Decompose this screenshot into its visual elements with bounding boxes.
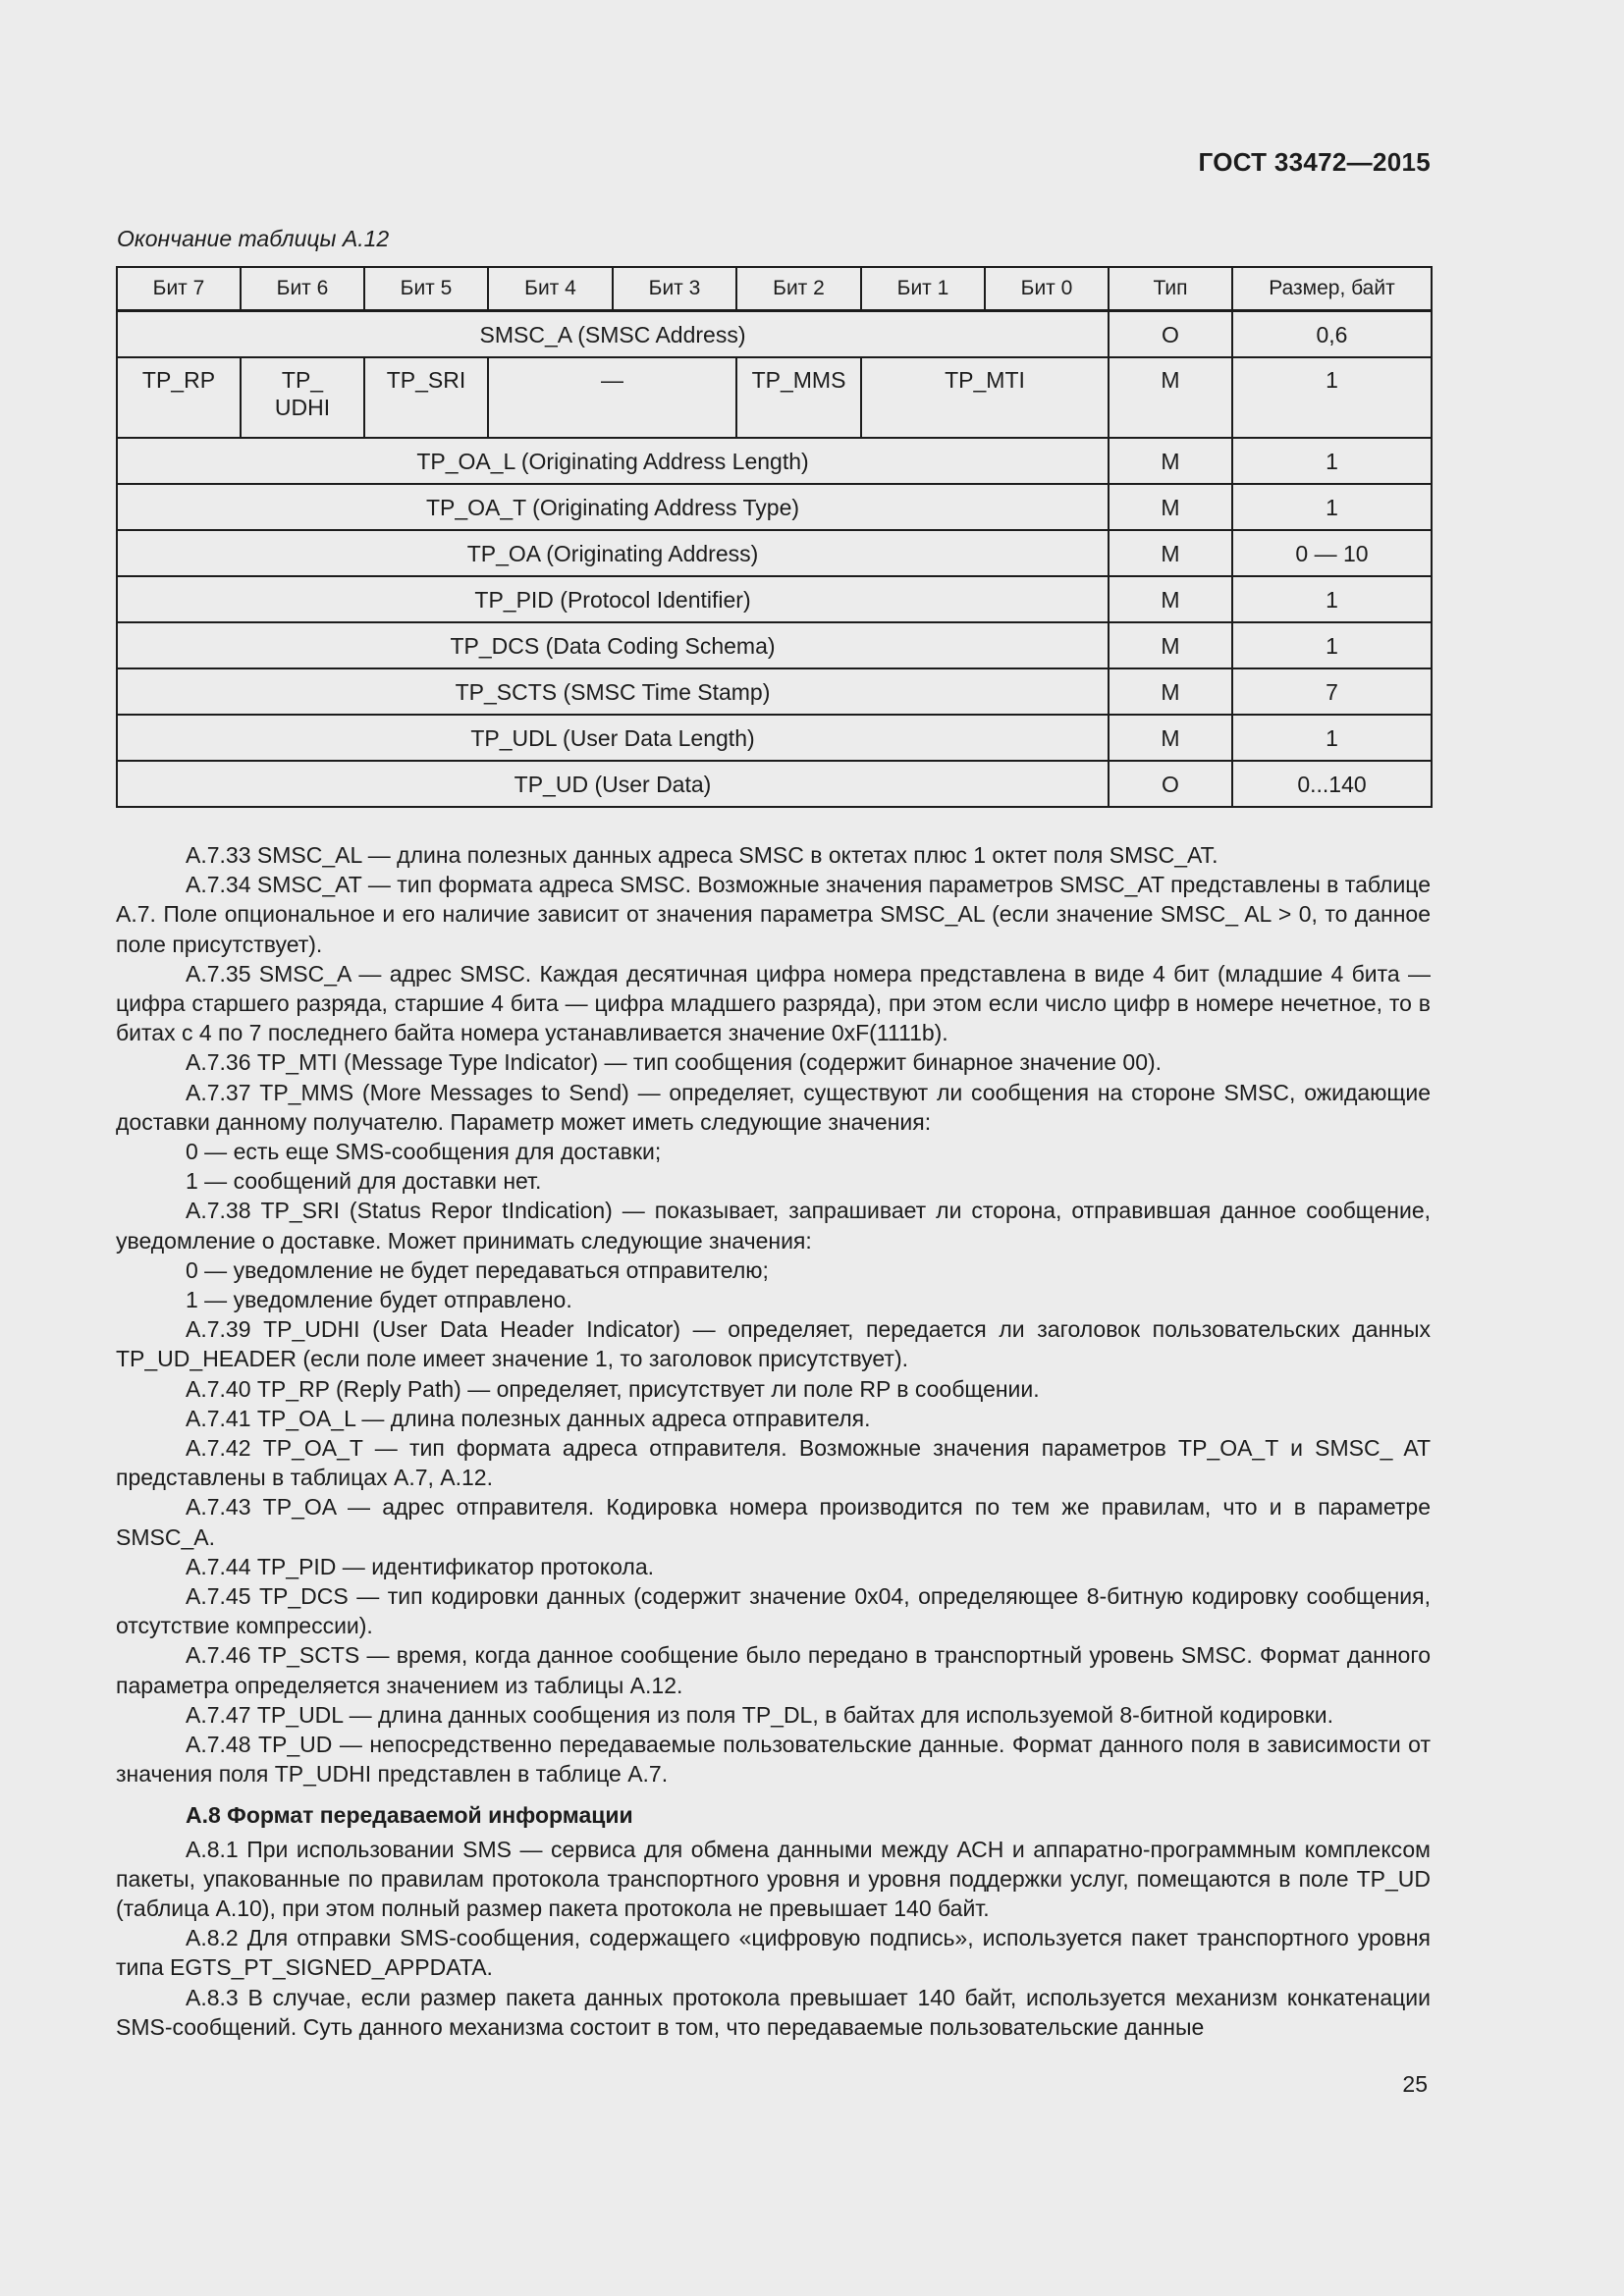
spec-table — [116, 266, 1433, 808]
table-row — [117, 576, 1432, 622]
type-cell: M — [1109, 357, 1232, 438]
bit-cell-reserved: — — [488, 357, 736, 438]
document-code: ГОСТ 33472—2015 — [1198, 147, 1431, 177]
size-cell: 1 — [1232, 484, 1432, 530]
size-cell: 1 — [1232, 357, 1432, 438]
type-cell: O — [1109, 311, 1232, 358]
type-cell: M — [1109, 622, 1232, 668]
list-item: 0 — есть еще SMS-сообщения для доставки; — [186, 1139, 662, 1165]
table-row — [117, 311, 1432, 358]
column-header: Бит 0 — [985, 267, 1109, 311]
type-cell: M — [1109, 438, 1232, 484]
paragraph: А.7.40 TP_RP (Reply Path) — определяет, присутствует ли поле RP в сообщении. — [186, 1375, 1040, 1402]
page-number: 25 — [1402, 2071, 1428, 2097]
size-cell: 7 — [1232, 668, 1432, 715]
size-cell: 1 — [1232, 622, 1432, 668]
column-header: Бит 2 — [736, 267, 861, 311]
field-cell: SMSC_A (SMSC Address) — [117, 311, 1109, 358]
bit-cell-tp-sri: TP_SRI — [364, 357, 488, 438]
section-heading: А.8 Формат передаваемой информации — [186, 1801, 633, 1828]
paragraph: А.7.45 TP_DCS — тип кодировки данных (содержит значение 0x04, определяющее 8-битную кодировку сообщения, отсутствие компрессии). — [116, 1583, 1431, 1639]
bit-cell-tp-rp: TP_RP — [117, 357, 241, 438]
column-header: Бит 5 — [364, 267, 488, 311]
paragraph: А.7.39 TP_UDHI (User Data Header Indicator) — определяет, передается ли заголовок пользовательских данных TP_UD_HEADER (если поле имеет значение 1, то заголовок присутствует). — [116, 1316, 1431, 1372]
table-row — [117, 761, 1432, 807]
size-cell: 0,6 — [1232, 311, 1432, 358]
size-cell: 1 — [1232, 576, 1432, 622]
bit-label-line: UDHI — [274, 395, 331, 420]
bit-cell-tp-udhi — [241, 357, 364, 438]
list-item: 1 — уведомление будет отправлено. — [186, 1287, 572, 1313]
paragraph: А.7.34 SMSC_AT — тип формата адреса SMSC. Возможные значения параметров SMSC_AT представлены в таблице А.7. Поле опциональное и его наличие зависит от значения параметра SMSC_AL (если значение SMSC_ AL > 0, то данное поле присутствует). — [116, 872, 1431, 957]
list-item: 1 — сообщений для доставки нет. — [186, 1168, 542, 1195]
column-header: Бит 1 — [861, 267, 985, 311]
size-cell: 0 — 10 — [1232, 530, 1432, 576]
table-row — [117, 530, 1432, 576]
type-cell: O — [1109, 761, 1232, 807]
table-row — [117, 668, 1432, 715]
table-row — [117, 357, 1432, 438]
column-header: Тип — [1109, 267, 1232, 311]
paragraph: А.8.3 В случае, если размер пакета данных протокола превышает 140 байт, используется механизм конкатенации SMS-сообщений. Суть данного механизма состоит в том, что передаваемые пользовательские данные — [116, 1984, 1431, 2040]
column-header: Бит 6 — [241, 267, 364, 311]
type-cell: M — [1109, 530, 1232, 576]
paragraph: А.7.33 SMSC_AL — длина полезных данных адреса SMSC в октетах плюс 1 октет поля SMSC_AT. — [186, 842, 1218, 868]
paragraph: А.7.47 TP_UDL — длина данных сообщения из поля TP_DL, в байтах для используемой 8-битной кодировки. — [186, 1701, 1334, 1728]
column-header: Бит 3 — [613, 267, 736, 311]
paragraph: А.7.35 SMSC_A — адрес SMSC. Каждая десятичная цифра номера представлена в виде 4 бит (младшие 4 бита — цифра старшего разряда, старшие 4 бита — цифра младшего разряда), при этом если число цифр в номере нечетное, то в битах с 4 по 7 последнего байта номера устанавливается значение 0xF(1111b). — [116, 960, 1431, 1046]
paragraph: А.7.46 TP_SCTS — время, когда данное сообщение было передано в транспортный уровень SMSC. Формат данного параметра определяется значением из таблицы А.12. — [116, 1642, 1431, 1698]
list-item: 0 — уведомление не будет передаваться отправителю; — [186, 1256, 769, 1283]
table-row — [117, 438, 1432, 484]
type-cell: M — [1109, 715, 1232, 761]
paragraph: А.7.38 TP_SRI (Status Repor tIndication) — показывает, запрашивает ли сторона, отправившая данное сообщение, уведомление о доставке. Может принимать следующие значения: — [116, 1198, 1431, 1254]
field-cell: TP_UD (User Data) — [117, 761, 1109, 807]
type-cell: M — [1109, 484, 1232, 530]
field-cell: TP_SCTS (SMSC Time Stamp) — [117, 668, 1109, 715]
paragraph: А.7.41 TP_OA_L — длина полезных данных адреса отправителя. — [186, 1405, 871, 1431]
type-cell: M — [1109, 576, 1232, 622]
bit-label-line: TP_ — [281, 367, 324, 393]
paragraph: А.7.36 TP_MTI (Message Type Indicator) — тип сообщения (содержит бинарное значение 00). — [186, 1049, 1163, 1076]
size-cell: 0...140 — [1232, 761, 1432, 807]
column-header: Размер, байт — [1232, 267, 1432, 311]
size-cell: 1 — [1232, 438, 1432, 484]
table-caption: Окончание таблицы А.12 — [117, 226, 390, 251]
paragraph: А.7.43 TP_OA — адрес отправителя. Кодировка номера производится по тем же правилам, что и в параметре SMSC_A. — [116, 1494, 1431, 1550]
field-cell: TP_OA_T (Originating Address Type) — [117, 484, 1109, 530]
column-header: Бит 4 — [488, 267, 613, 311]
field-cell: TP_UDL (User Data Length) — [117, 715, 1109, 761]
field-cell: TP_PID (Protocol Identifier) — [117, 576, 1109, 622]
paragraph: А.7.37 TP_MMS (More Messages to Send) — определяет, существуют ли сообщения на стороне SMSC, ожидающие доставки данному получателю. Параметр может иметь следующие значения: — [116, 1079, 1431, 1135]
type-cell: M — [1109, 668, 1232, 715]
body-text — [116, 840, 1431, 2042]
paragraph: А.7.42 TP_OA_T — тип формата адреса отправителя. Возможные значения параметров TP_OA_T и SMSC_ AT представлены в таблицах А.7, А.12. — [116, 1435, 1431, 1491]
field-cell: TP_OA (Originating Address) — [117, 530, 1109, 576]
paragraph: А.8.1 При использовании SMS — сервиса для обмена данными между АСН и аппаратно-программным комплексом пакеты, упакованные по правилам протокола транспортного уровня и уровня поддержки услуг, помещаются в поле TP_UD (таблица А.10), при этом полный размер пакета протокола не превышает 140 байт. — [116, 1836, 1431, 1921]
paragraph: А.8.2 Для отправки SMS-сообщения, содержащего «цифровую подпись», используется пакет транспортного уровня типа EGTS_PT_SIGNED_APPDATA. — [116, 1925, 1431, 1981]
field-cell: TP_DCS (Data Coding Schema) — [117, 622, 1109, 668]
bit-cell-tp-mti: TP_MTI — [861, 357, 1109, 438]
table-row — [117, 622, 1432, 668]
paragraph: А.7.44 TP_PID — идентификатор протокола. — [186, 1553, 655, 1579]
size-cell: 1 — [1232, 715, 1432, 761]
table-row — [117, 715, 1432, 761]
table-row — [117, 484, 1432, 530]
table-header-row — [117, 267, 1432, 311]
bit-cell-tp-mms: TP_MMS — [736, 357, 861, 438]
column-header: Бит 7 — [117, 267, 241, 311]
field-cell: TP_OA_L (Originating Address Length) — [117, 438, 1109, 484]
paragraph: А.7.48 TP_UD — непосредственно передаваемые пользовательские данные. Формат данного поля в зависимости от значения поля TP_UDHI представлен в таблице А.7. — [116, 1732, 1431, 1788]
